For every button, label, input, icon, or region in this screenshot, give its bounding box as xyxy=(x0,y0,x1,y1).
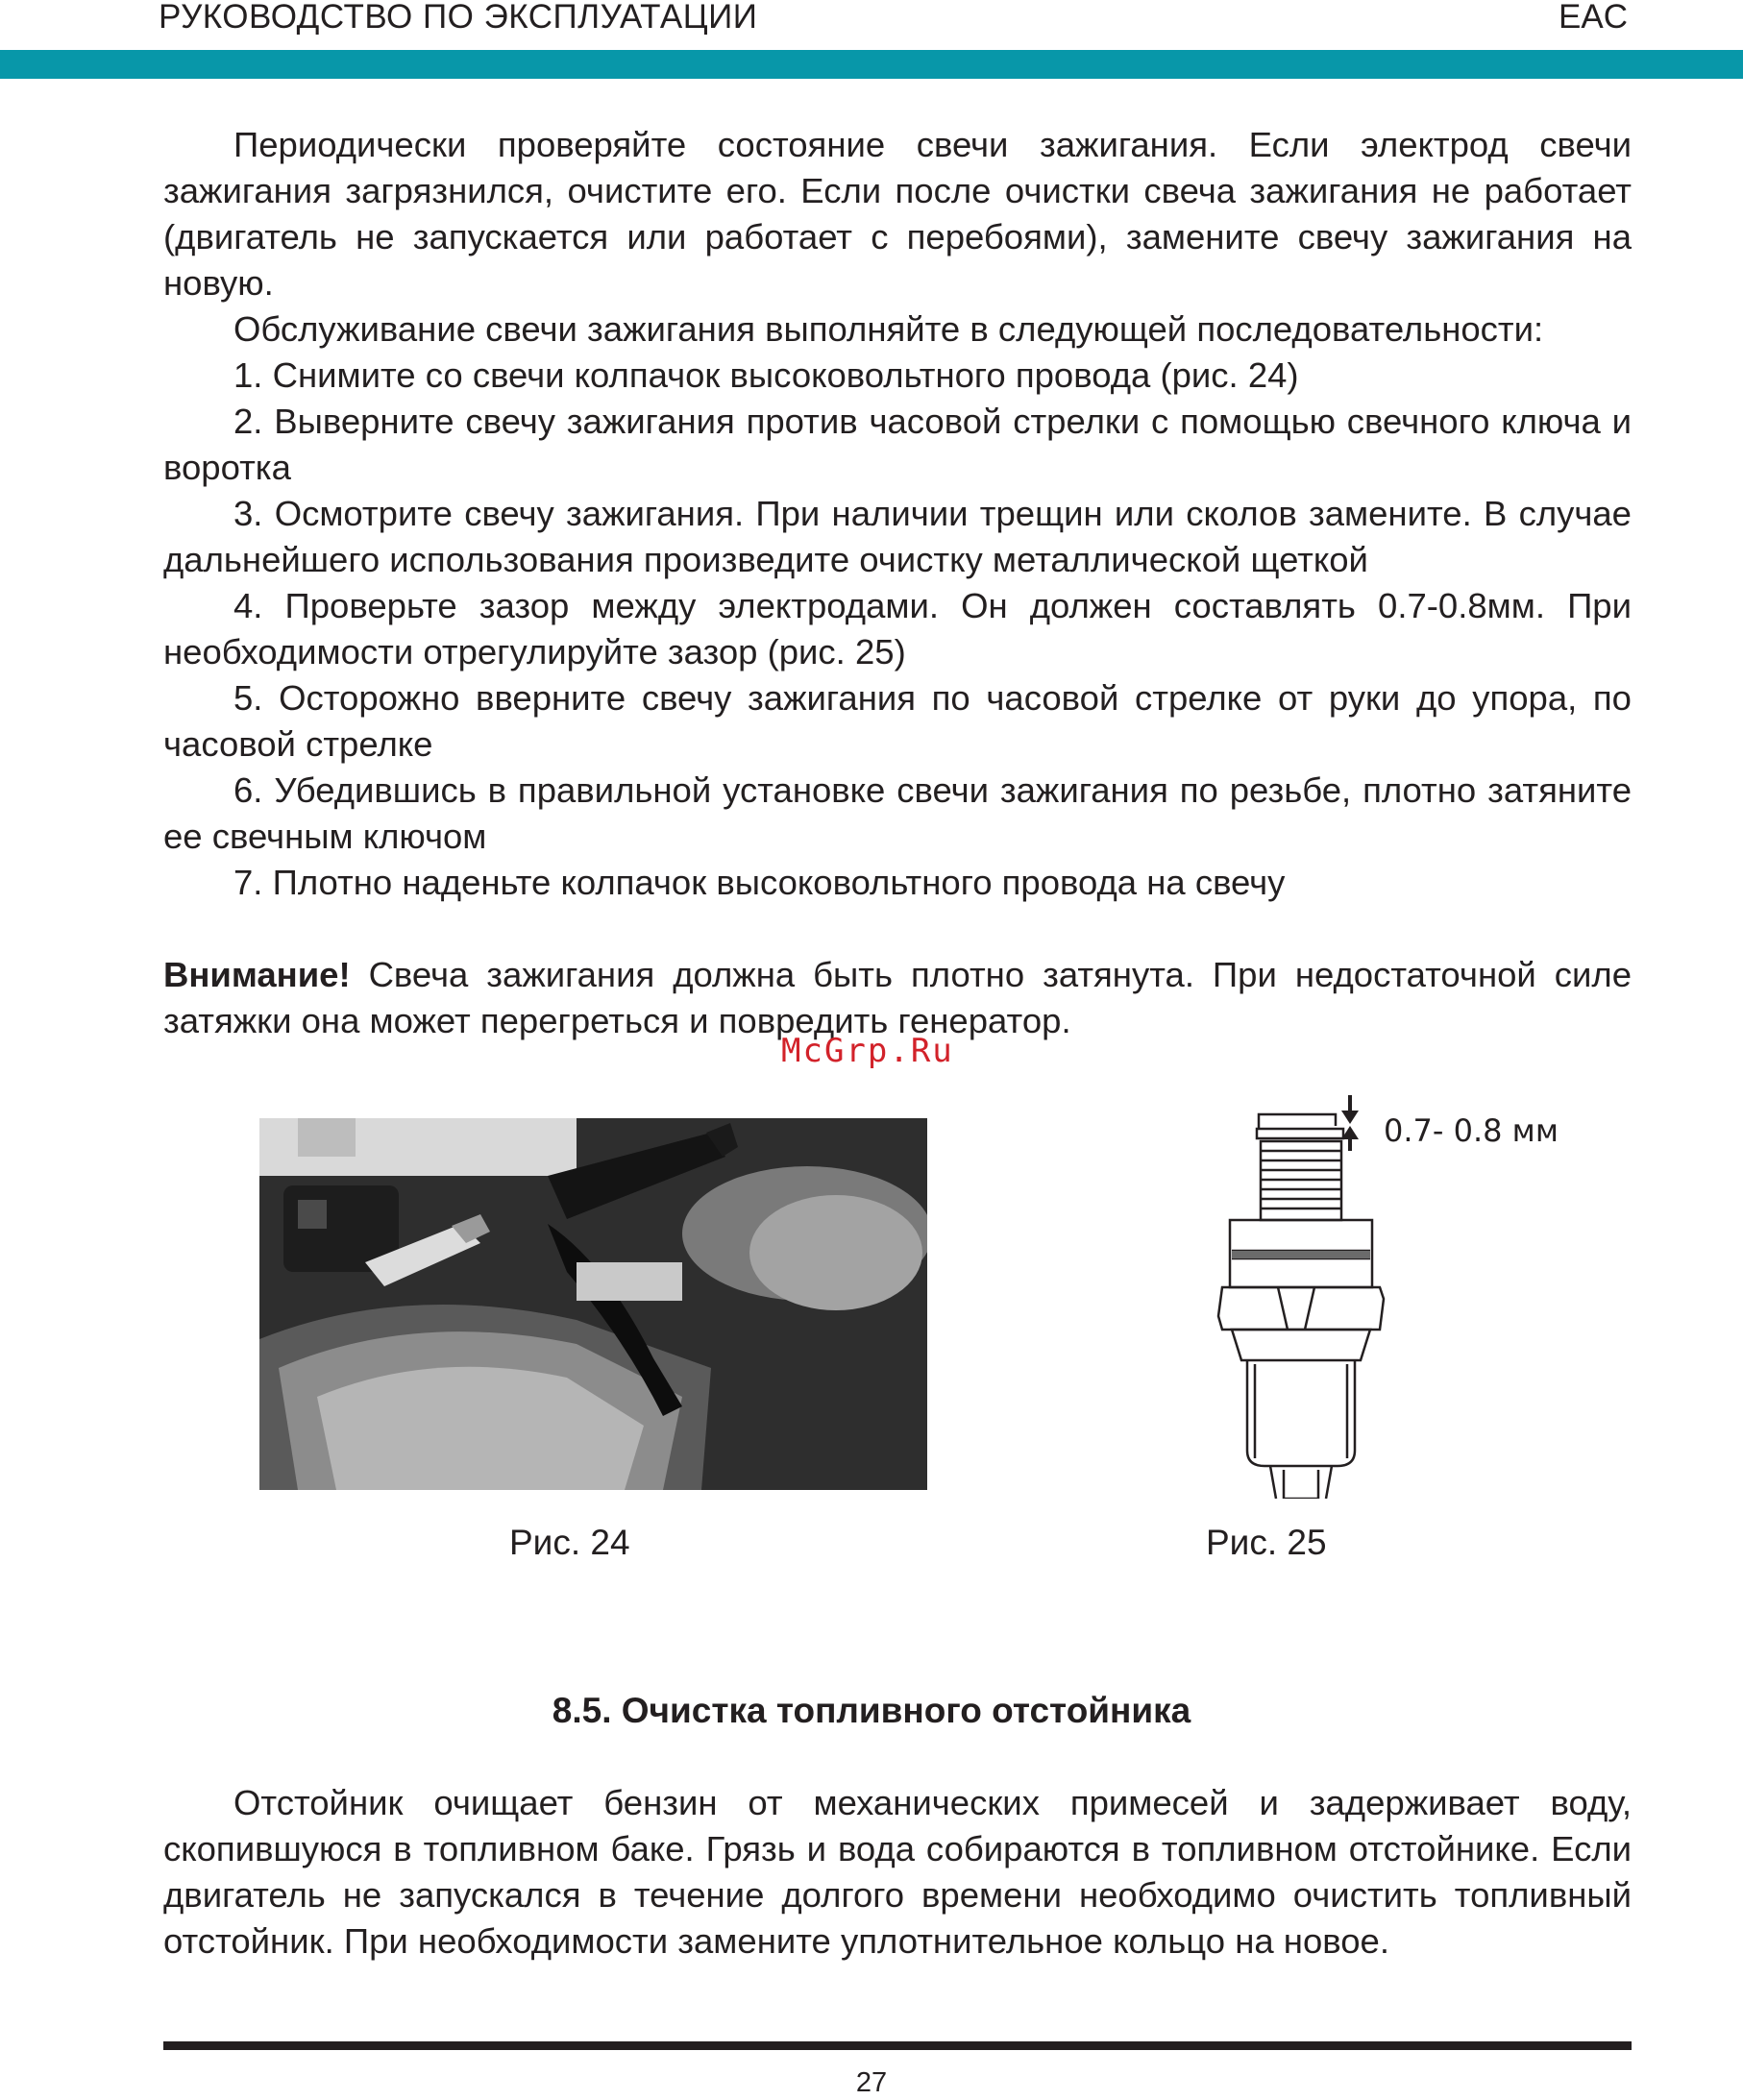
step-7: 7. Плотно наденьте колпачок высоковольтного провода на свечу xyxy=(233,863,1286,902)
figure-25-caption: Рис. 25 xyxy=(1206,1523,1327,1562)
warning-label: Внимание! xyxy=(163,955,351,994)
figure-24-caption: Рис. 24 xyxy=(509,1523,630,1562)
paragraph-sequence: Обслуживание свечи зажигания выполняйте в следующей последовательности: xyxy=(233,309,1544,349)
figure-24-photo xyxy=(259,1118,927,1490)
warning-paragraph xyxy=(163,952,1632,1044)
spark-plug-cap-photo xyxy=(259,1118,927,1490)
step-2: 2. Выверните свечу зажигания против часовой стрелки с помощью свечного ключа и воротка xyxy=(163,402,1632,487)
warning-text: Свеча зажигания должна быть плотно затянута. При недостаточной силе затяжки она может перегреться и повредить генератор. xyxy=(163,955,1632,1040)
page-number: 27 xyxy=(855,2067,888,2098)
watermark: McGrp.Ru xyxy=(781,1032,954,1070)
step-1: 1. Снимите со свечи колпачок высоковольтного провода (рис. 24) xyxy=(233,355,1299,395)
header-accent-bar xyxy=(0,50,1743,79)
step-5: 5. Осторожно вверните свечу зажигания по часовой стрелке от руки до упора, по часовой стрелке xyxy=(163,678,1632,764)
section-heading: 8.5. Очистка топливного отстойника xyxy=(552,1691,1191,1730)
paragraph-intro: Периодически проверяйте состояние свечи зажигания. Если электрод свечи зажигания загрязнился, очистите его. Если после очистки свеча зажигания не работает (двигатель не запускается или работает с перебоями), замените свечу зажигания на новую. xyxy=(163,125,1632,303)
section-paragraph: Отстойник очищает бензин от механических примесей и задерживает воду, скопившуюся в топливном баке. Грязь и вода собираются в топливном отстойнике. Если двигатель не запускался в течение долгого времени необходимо очистить топливный отстойник. При необходимости замените уплотнительное кольцо на новое. xyxy=(163,1783,1632,1961)
footer-divider xyxy=(163,2041,1632,2050)
eac-mark: EAC xyxy=(1559,0,1628,36)
section-body xyxy=(163,1780,1632,1965)
step-4: 4. Проверьте зазор между электродами. Он должен составлять 0.7-0.8мм. При необходимости отрегулируйте зазор (рис. 25) xyxy=(163,586,1632,672)
spark-plug-instructions xyxy=(163,122,1632,1044)
step-3: 3. Осмотрите свечу зажигания. При наличии трещин или сколов замените. В случае дальнейшего использования произведите очистку металлической щеткой xyxy=(163,494,1632,579)
running-header-title: РУКОВОДСТВО ПО ЭКСПЛУАТАЦИИ xyxy=(159,0,758,36)
step-6: 6. Убедившись в правильной установке свечи зажигания по резьбе, плотно затяните ее свечным ключом xyxy=(163,770,1632,856)
electrode-gap-label: 0.7- 0.8 мм xyxy=(1384,1112,1559,1149)
